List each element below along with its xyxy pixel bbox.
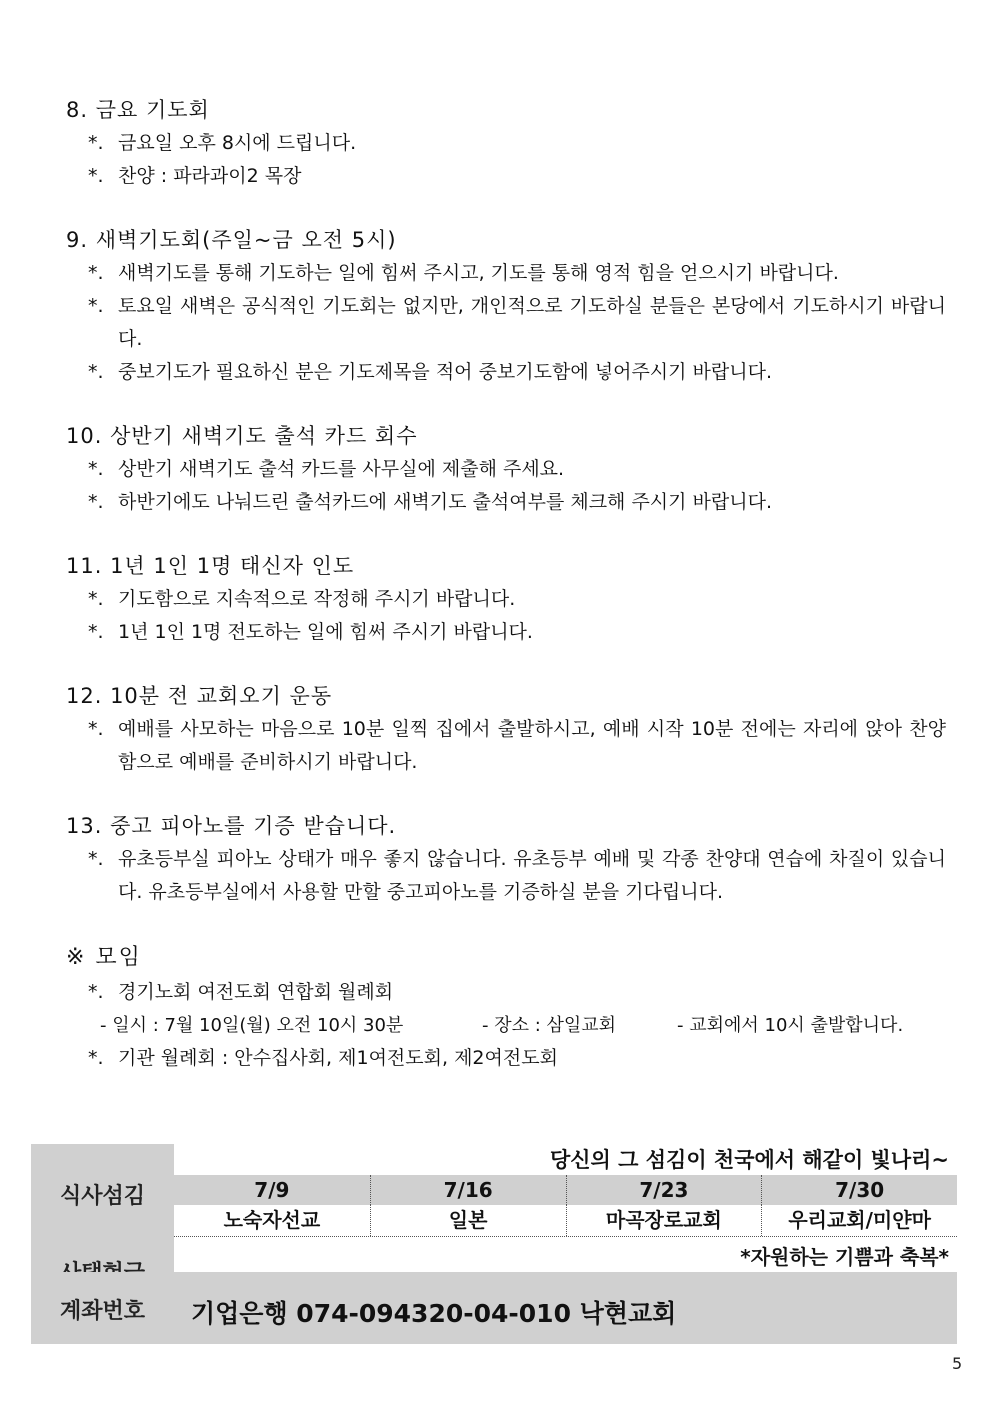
section-evangelism <box>66 550 946 649</box>
list-item: *. 토요일 새벽은 공식적인 기도회는 없지만, 개인적으로 기도하실 분들은 본당에서 기도하시기 바랍니다. <box>88 295 946 350</box>
section-dawn-prayer <box>66 224 946 389</box>
list-item: *. 1년 1인 1명 전도하는 일에 힘써 주시기 바랍니다. <box>88 621 533 643</box>
meetings-heading: ※ 모임 <box>66 945 142 970</box>
section-meetings <box>66 940 946 1075</box>
schedule-date: 7/9 <box>254 1178 290 1202</box>
list-item: *. 경기노회 여전도회 연합회 월례회 <box>88 981 394 1003</box>
meal-schedule <box>174 1175 957 1237</box>
meal-service-label: 식사섬김 <box>59 1184 145 1209</box>
section-piano-donation <box>66 810 946 909</box>
list-item: *. 기관 월례회 : 안수집사회, 제1여전도회, 제2여전도회 <box>88 1047 558 1069</box>
schedule-names-row <box>174 1205 957 1237</box>
section-attendance-card <box>66 420 946 519</box>
meeting-departure: - 교회에서 10시 출발합니다. <box>677 1015 904 1036</box>
list-item: *. 새벽기도를 통해 기도하는 일에 힘써 주시고, 기도를 통해 영적 힘을 얻으시기 바랍니다. <box>88 262 839 284</box>
list-item: *. 하반기에도 나눠드린 출석카드에 새벽기도 출석여부를 체크해 주시기 바랍니다. <box>88 491 772 513</box>
schedule-dates-row <box>174 1175 957 1205</box>
section-heading: 9. 새벽기도회(주일~금 오전 5시) <box>66 228 397 252</box>
list-item: *. 유초등부실 피아노 상태가 매우 좋지 않습니다. 유초등부 예배 및 각종 찬양대 연습에 차질이 있습니다. 유초등부실에서 사용할 만할 중고피아노를 기증하실 분을 기다립니다. <box>88 848 946 903</box>
page-number: 5 <box>952 1354 963 1373</box>
section-heading: 11. 1년 1인 1명 태신자 인도 <box>66 554 355 578</box>
meeting-date: - 일시 : 7월 10일(월) 오전 10시 30분 <box>100 1015 404 1036</box>
list-item: *. 찬양 : 파라과이2 목장 <box>88 165 302 187</box>
schedule-name: 일본 <box>370 1205 566 1236</box>
section-friday-prayer <box>66 94 946 193</box>
list-item: *. 중보기도가 필요하신 분은 기도제목을 적어 중보기도함에 넣어주시기 바랍니다. <box>88 361 773 383</box>
list-item: *. 금요일 오후 8시에 드립니다. <box>88 132 357 154</box>
service-table <box>31 1144 957 1344</box>
list-item: *. 예배를 사모하는 마음으로 10분 일찍 집에서 출발하시고, 예배 시작 10분 전에는 자리에 앉아 찬양함으로 예배를 준비하시기 바랍니다. <box>88 718 946 773</box>
section-early-arrival <box>66 680 946 779</box>
section-heading: 10. 상반기 새벽기도 출석 카드 회수 <box>66 424 418 448</box>
offering-note: *자원하는 기쁨과 축복* <box>740 1245 949 1269</box>
meeting-place: - 장소 : 삼일교회 <box>482 1015 617 1036</box>
announcements <box>66 94 946 1106</box>
section-heading: 12. 10분 전 교회오기 운동 <box>66 684 333 708</box>
schedule-date: 7/16 <box>370 1175 566 1205</box>
schedule-name: 우리교회/미얀마 <box>761 1205 957 1236</box>
schedule-name: 노숙자선교 <box>223 1208 321 1232</box>
list-item: *. 기도함으로 지속적으로 작정해 주시기 바랍니다. <box>88 588 516 610</box>
account-number: 기업은행 074-094320-04-010 낙현교회 <box>191 1299 677 1328</box>
meeting-details <box>66 1009 946 1042</box>
account-label: 계좌번호 <box>59 1299 145 1324</box>
slogan: 당신의 그 섬김이 천국에서 해같이 빛나리~ <box>549 1148 949 1172</box>
schedule-date: 7/23 <box>566 1175 762 1205</box>
section-heading: 13. 중고 피아노를 기증 받습니다. <box>66 814 397 838</box>
schedule-name: 마곡장로교회 <box>566 1205 762 1236</box>
section-heading: 8. 금요 기도회 <box>66 98 210 122</box>
schedule-date: 7/30 <box>761 1175 957 1205</box>
list-item: *. 상반기 새벽기도 출석 카드를 사무실에 제출해 주세요. <box>88 458 565 480</box>
